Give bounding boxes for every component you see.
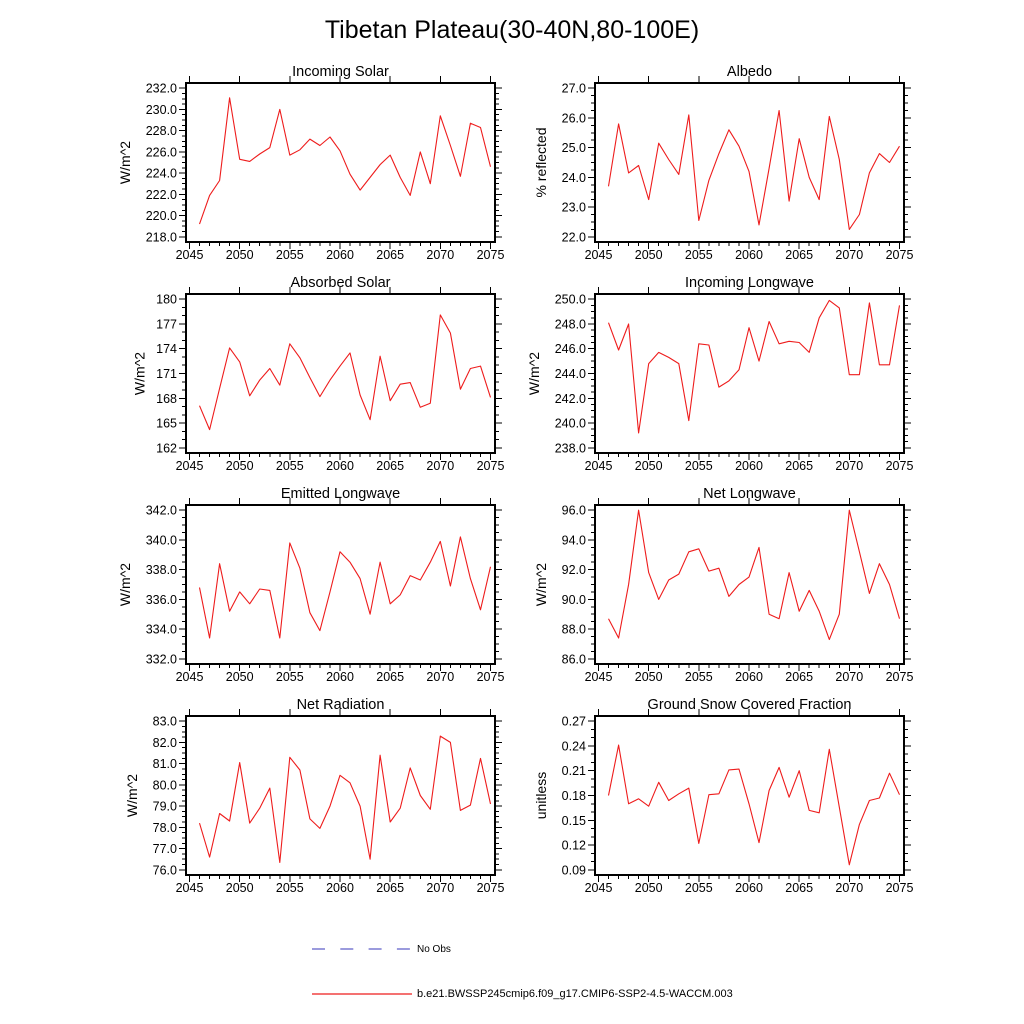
data-line — [609, 300, 900, 433]
svg-text:165: 165 — [156, 416, 177, 431]
svg-text:2070: 2070 — [426, 459, 455, 473]
svg-text:2050: 2050 — [634, 881, 663, 895]
svg-text:27.0: 27.0 — [561, 81, 586, 96]
svg-text:2075: 2075 — [476, 248, 505, 262]
svg-text:180: 180 — [156, 292, 177, 307]
axis-ticks — [179, 76, 502, 249]
plot-frame — [595, 294, 904, 453]
legend-item-no-obs — [312, 943, 451, 955]
data-line — [200, 537, 491, 638]
svg-text:226.0: 226.0 — [145, 145, 177, 160]
axis-ticks — [179, 498, 502, 671]
svg-text:82.0: 82.0 — [152, 735, 177, 750]
y-axis-label: W/m^2 — [117, 140, 133, 185]
svg-text:2075: 2075 — [885, 459, 914, 473]
svg-text:2055: 2055 — [684, 459, 713, 473]
tick-labels — [562, 82, 914, 262]
panel-emitted-longwave — [117, 486, 504, 684]
axis-ticks — [588, 76, 911, 249]
plot-frame — [186, 83, 495, 242]
svg-text:0.21: 0.21 — [561, 764, 586, 779]
svg-text:2060: 2060 — [326, 881, 354, 895]
svg-text:168: 168 — [156, 391, 177, 406]
panel-title: Albedo — [726, 64, 773, 80]
svg-text:0.15: 0.15 — [561, 813, 586, 828]
data-line — [200, 98, 491, 224]
y-axis-label: W/m^2 — [533, 562, 550, 607]
svg-text:2070: 2070 — [835, 670, 864, 684]
svg-text:2065: 2065 — [376, 248, 405, 262]
tick-labels — [146, 504, 505, 684]
panel-title: Absorbed Solar — [290, 275, 391, 291]
svg-text:2055: 2055 — [275, 459, 304, 473]
svg-text:2055: 2055 — [684, 881, 713, 895]
svg-text:332.0: 332.0 — [145, 652, 177, 667]
svg-text:334.0: 334.0 — [145, 622, 177, 637]
panel-albedo — [533, 64, 913, 262]
svg-text:2075: 2075 — [476, 670, 505, 684]
svg-text:238.0: 238.0 — [554, 441, 586, 456]
svg-text:83.0: 83.0 — [152, 714, 177, 729]
tick-labels — [562, 504, 914, 684]
tick-labels — [146, 82, 505, 262]
svg-text:228.0: 228.0 — [145, 124, 177, 139]
svg-text:177: 177 — [156, 317, 177, 332]
svg-text:336.0: 336.0 — [145, 592, 177, 607]
y-axis-label: W/m^2 — [124, 773, 141, 818]
svg-text:2065: 2065 — [785, 248, 814, 262]
svg-text:79.0: 79.0 — [152, 799, 177, 814]
panel-incoming-longwave — [526, 275, 913, 473]
svg-text:2045: 2045 — [175, 248, 204, 262]
svg-text:2075: 2075 — [476, 881, 505, 895]
svg-text:77.0: 77.0 — [152, 842, 177, 857]
svg-text:26.0: 26.0 — [561, 111, 586, 126]
svg-text:2055: 2055 — [684, 670, 713, 684]
svg-text:2045: 2045 — [584, 248, 613, 262]
svg-text:250.0: 250.0 — [554, 292, 586, 307]
svg-text:2045: 2045 — [584, 670, 613, 684]
svg-text:2045: 2045 — [584, 459, 613, 473]
svg-text:96.0: 96.0 — [561, 503, 586, 518]
panel-title: Ground Snow Covered Fraction — [647, 697, 852, 713]
svg-text:22.0: 22.0 — [561, 230, 586, 245]
svg-text:174: 174 — [156, 342, 177, 357]
svg-text:94.0: 94.0 — [561, 533, 586, 548]
tick-labels — [555, 293, 914, 473]
svg-text:2055: 2055 — [684, 248, 713, 262]
svg-text:2060: 2060 — [735, 670, 763, 684]
svg-text:218.0: 218.0 — [145, 230, 177, 245]
svg-text:2070: 2070 — [426, 881, 455, 895]
svg-text:2050: 2050 — [634, 248, 663, 262]
panel-title: Emitted Longwave — [280, 486, 401, 502]
svg-text:2050: 2050 — [634, 459, 663, 473]
tick-labels — [156, 293, 504, 473]
y-axis-label: W/m^2 — [526, 351, 542, 396]
svg-text:2065: 2065 — [785, 459, 814, 473]
svg-text:2065: 2065 — [785, 670, 814, 684]
svg-text:2050: 2050 — [225, 459, 254, 473]
svg-text:2060: 2060 — [326, 459, 354, 473]
svg-text:2065: 2065 — [376, 459, 405, 473]
svg-text:80.0: 80.0 — [152, 778, 177, 793]
svg-text:2075: 2075 — [885, 248, 914, 262]
svg-text:2055: 2055 — [275, 248, 304, 262]
svg-text:2050: 2050 — [225, 670, 254, 684]
panel-incoming-solar — [117, 64, 504, 262]
svg-text:232.0: 232.0 — [145, 81, 177, 96]
plot-frame — [186, 716, 495, 875]
svg-text:0.27: 0.27 — [561, 714, 586, 729]
svg-text:0.24: 0.24 — [561, 739, 586, 754]
data-line — [609, 111, 900, 230]
main-title: Tibetan Plateau(30-40N,80-100E) — [324, 16, 700, 44]
y-axis-label: W/m^2 — [131, 351, 148, 396]
svg-text:0.12: 0.12 — [561, 838, 586, 853]
axis-ticks — [179, 709, 502, 882]
data-line — [609, 745, 900, 865]
svg-text:76.0: 76.0 — [152, 863, 177, 878]
panel-net-radiation — [124, 697, 504, 895]
data-line — [200, 315, 491, 430]
solid-line-swatch — [312, 988, 412, 1000]
svg-text:90.0: 90.0 — [561, 592, 586, 607]
svg-text:2065: 2065 — [376, 881, 405, 895]
svg-text:2070: 2070 — [835, 248, 864, 262]
svg-text:2060: 2060 — [735, 248, 763, 262]
axis-ticks — [179, 287, 502, 460]
axis-ticks — [588, 287, 911, 460]
svg-text:2075: 2075 — [885, 881, 914, 895]
panel-net-longwave — [533, 486, 913, 684]
tick-labels — [562, 715, 914, 895]
svg-text:2045: 2045 — [175, 459, 204, 473]
svg-text:2045: 2045 — [584, 881, 613, 895]
svg-text:2055: 2055 — [275, 670, 304, 684]
svg-text:224.0: 224.0 — [145, 166, 177, 181]
svg-text:244.0: 244.0 — [554, 367, 586, 381]
svg-text:242.0: 242.0 — [554, 391, 586, 406]
svg-text:2060: 2060 — [326, 670, 354, 684]
svg-text:2070: 2070 — [426, 248, 455, 262]
svg-text:92.0: 92.0 — [561, 563, 586, 578]
svg-text:246.0: 246.0 — [554, 342, 586, 357]
svg-text:340.0: 340.0 — [145, 533, 177, 548]
panel-title: Incoming Longwave — [685, 275, 814, 291]
svg-text:2060: 2060 — [735, 881, 763, 895]
svg-text:81.0: 81.0 — [152, 757, 177, 772]
svg-text:2050: 2050 — [225, 881, 254, 895]
svg-text:78.0: 78.0 — [152, 820, 177, 835]
plot-frame — [595, 83, 904, 242]
panel-title: Net Radiation — [296, 697, 385, 713]
svg-text:2050: 2050 — [225, 248, 254, 262]
svg-text:240.0: 240.0 — [554, 416, 586, 431]
data-line — [200, 736, 491, 862]
svg-text:248.0: 248.0 — [554, 317, 586, 332]
svg-text:23.0: 23.0 — [561, 200, 586, 215]
svg-text:24.0: 24.0 — [561, 170, 586, 185]
y-axis-label: unitless — [533, 771, 550, 820]
svg-text:2065: 2065 — [785, 881, 814, 895]
panel-ground-snow-covered-fraction — [533, 697, 913, 895]
svg-text:2060: 2060 — [735, 459, 763, 473]
svg-text:342.0: 342.0 — [145, 503, 177, 518]
svg-text:220.0: 220.0 — [145, 209, 177, 224]
y-axis-label: % reflected — [533, 127, 550, 198]
svg-text:88.0: 88.0 — [561, 622, 586, 637]
svg-text:230.0: 230.0 — [145, 102, 177, 117]
svg-text:2070: 2070 — [835, 881, 864, 895]
data-line — [609, 510, 900, 639]
dashed-line-swatch — [312, 943, 412, 955]
plot-frame — [186, 294, 495, 453]
svg-text:2060: 2060 — [326, 248, 354, 262]
panel-title: Net Longwave — [703, 486, 796, 502]
svg-text:86.0: 86.0 — [561, 652, 586, 667]
legend-item-model-run — [312, 988, 733, 1000]
legend-label-model-run: b.e21.BWSSP245cmip6.f09_g17.CMIP6-SSP2-4.5-WACCM.003 — [417, 988, 733, 1000]
svg-text:222.0: 222.0 — [145, 187, 177, 202]
plot-frame — [186, 505, 495, 664]
plot-frame — [595, 716, 904, 875]
svg-text:162: 162 — [156, 441, 177, 456]
svg-text:2055: 2055 — [275, 881, 304, 895]
svg-text:2075: 2075 — [885, 670, 914, 684]
svg-text:25.0: 25.0 — [561, 141, 586, 156]
axis-ticks — [588, 709, 911, 882]
svg-text:2050: 2050 — [634, 670, 663, 684]
svg-text:2070: 2070 — [426, 670, 455, 684]
svg-text:2075: 2075 — [476, 459, 505, 473]
panel-absorbed-solar — [131, 275, 504, 473]
svg-text:0.18: 0.18 — [561, 789, 586, 803]
legend-label-no-obs: No Obs — [417, 943, 451, 955]
svg-text:2045: 2045 — [175, 670, 204, 684]
svg-text:2045: 2045 — [175, 881, 204, 895]
y-axis-label: W/m^2 — [117, 562, 133, 607]
svg-text:0.09: 0.09 — [561, 863, 586, 878]
svg-text:338.0: 338.0 — [145, 563, 177, 578]
svg-text:2070: 2070 — [835, 459, 864, 473]
svg-text:171: 171 — [156, 367, 177, 381]
panel-title: Incoming Solar — [292, 64, 389, 80]
svg-text:2065: 2065 — [376, 670, 405, 684]
tick-labels — [153, 715, 505, 895]
